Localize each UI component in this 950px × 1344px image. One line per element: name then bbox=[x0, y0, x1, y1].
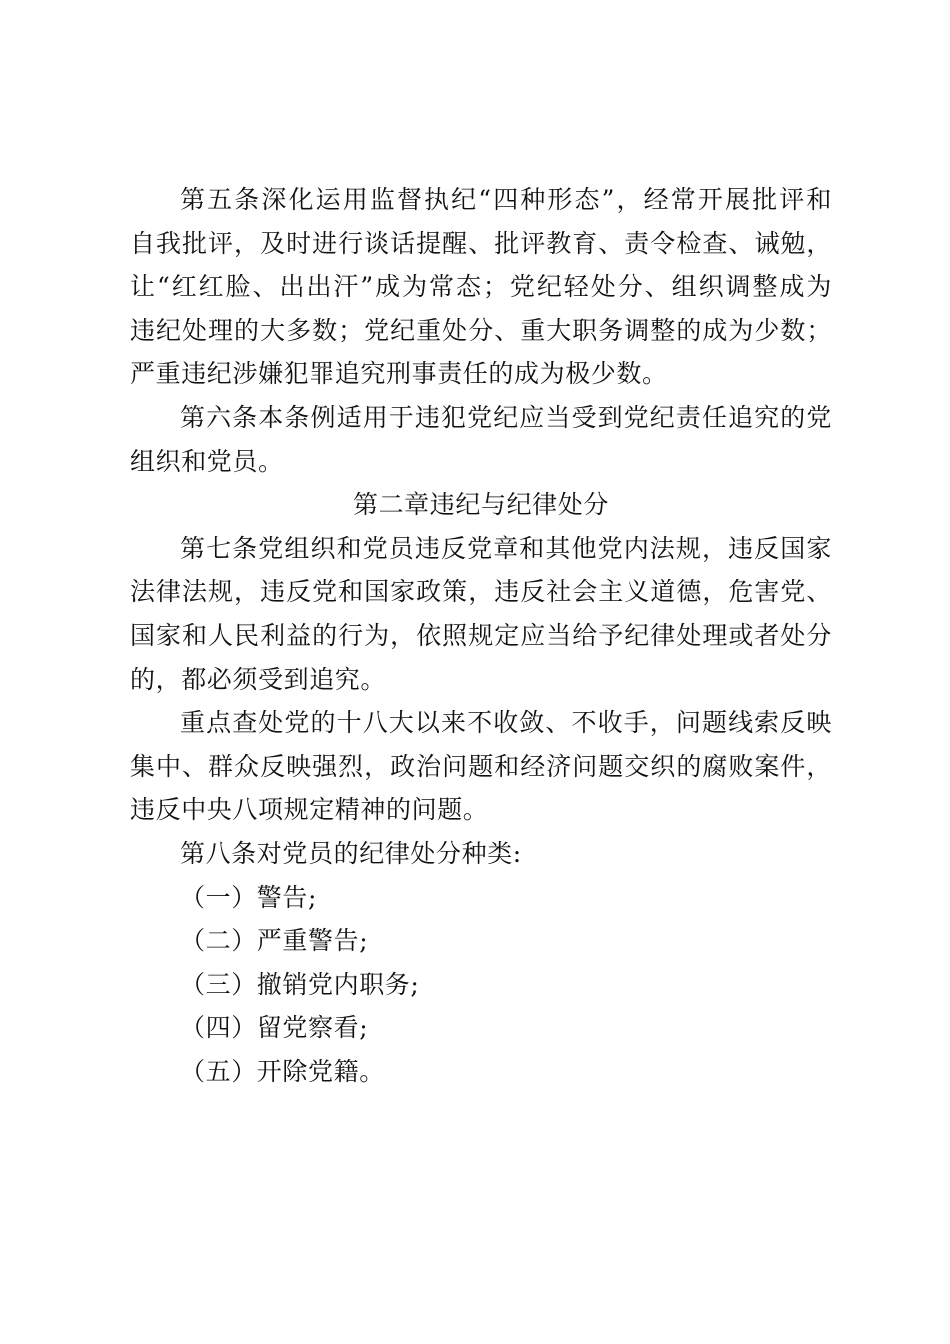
text-line: 第五条深化运用监督执纪“四种形态”，经常开展批评和 bbox=[180, 185, 832, 214]
paragraph bbox=[130, 876, 832, 920]
text-line: 自我批评，及时进行谈话提醒、批评教育、责令检查、诫勉， bbox=[130, 228, 832, 258]
paragraph bbox=[130, 963, 832, 1007]
text-line: 让“红红脸、出出汗”成为常态；党纪轻处分、组织调整成为 bbox=[130, 272, 832, 302]
text-line: 第七条党组织和党员违反党章和其他党内法规，违反国家 bbox=[180, 533, 832, 563]
chapter-heading bbox=[130, 483, 832, 527]
text-line: 的，都必须受到追究。 bbox=[130, 664, 387, 694]
paragraph bbox=[130, 701, 832, 832]
text-line: 违纪处理的大多数；党纪重处分、重大职务调整的成为少数； bbox=[130, 315, 832, 345]
text-line: 法律法规，违反党和国家政策，违反社会主义道德，危害党、 bbox=[130, 577, 832, 607]
paragraph bbox=[130, 527, 832, 701]
text-line: 违反中央八项规定精神的问题。 bbox=[130, 795, 489, 825]
paragraph bbox=[130, 396, 832, 483]
paragraph bbox=[130, 1050, 832, 1094]
text-line: 第八条对党员的纪律处分种类: bbox=[180, 838, 522, 868]
text-line: （四）留党察看; bbox=[180, 1013, 369, 1043]
text-line: （二）严重警告; bbox=[180, 926, 369, 956]
text-line: （三）撤销党内职务; bbox=[180, 969, 420, 999]
text-line: 国家和人民利益的行为，依照规定应当给予纪律处理或者处分 bbox=[130, 620, 832, 650]
text-line: 组织和党员。 bbox=[130, 446, 284, 476]
heading-text: 第二章违纪与纪律处分 bbox=[352, 490, 609, 520]
paragraph bbox=[130, 832, 832, 876]
document-page bbox=[130, 178, 832, 1093]
text-line: 第六条本条例适用于违犯党纪应当受到党纪责任追究的党 bbox=[180, 402, 832, 432]
paragraph bbox=[130, 178, 832, 396]
paragraph bbox=[130, 919, 832, 963]
text-line: 集中、群众反映强烈，政治问题和经济问题交织的腐败案件， bbox=[130, 751, 832, 781]
paragraph bbox=[130, 1006, 832, 1050]
text-line: 重点查处党的十八大以来不收敛、不收手，问题线索反映 bbox=[180, 708, 832, 738]
text-line: （五）开除党籍。 bbox=[180, 1056, 385, 1086]
text-line: 严重违纪涉嫌犯罪追究刑事责任的成为极少数。 bbox=[130, 359, 668, 389]
text-line: （一）警告; bbox=[180, 882, 318, 912]
